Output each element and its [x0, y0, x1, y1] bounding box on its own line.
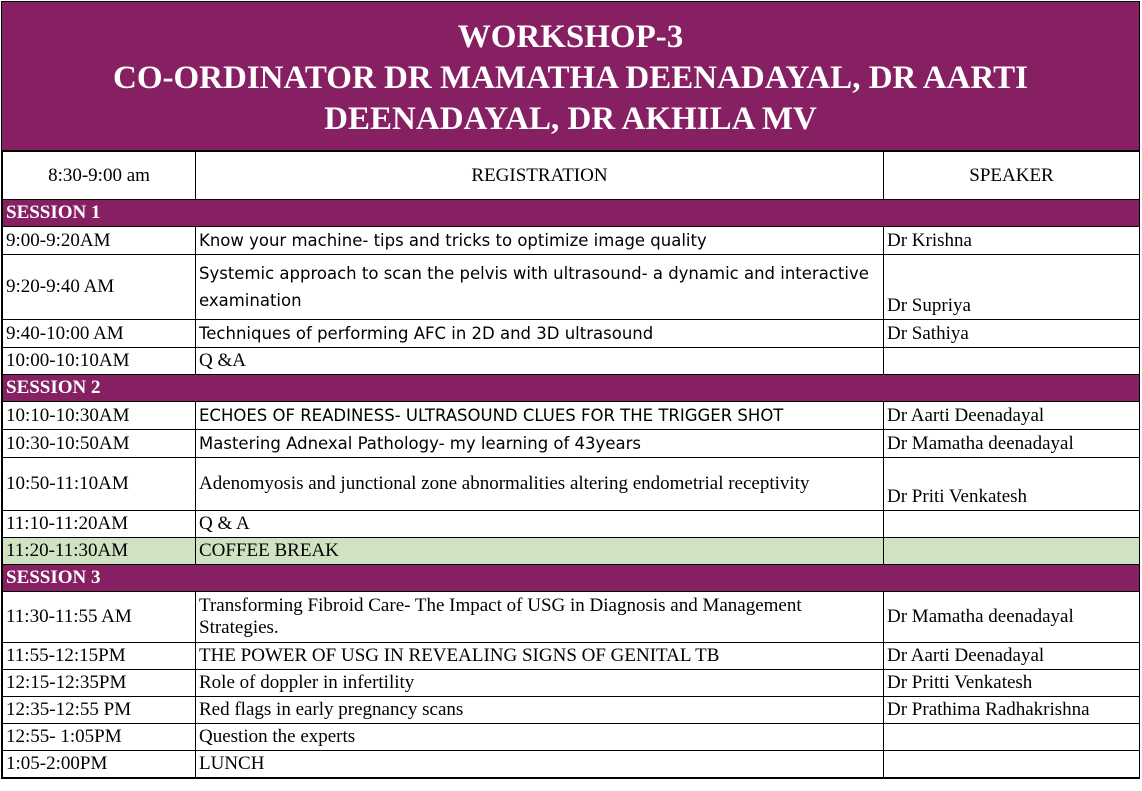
title-line-3: DEENADAYAL, DR AKHILA MV — [324, 100, 817, 137]
topic-cell: Role of doppler in infertility — [196, 670, 884, 697]
topic-cell: Know your machine- tips and tricks to optimize image quality — [196, 227, 884, 255]
topic-cell: Systemic approach to scan the pelvis with ultrasound- a dynamic and interactive examination — [196, 255, 884, 320]
speaker-cell — [884, 538, 1140, 565]
table-row — [3, 320, 1140, 348]
coffee-break-row — [3, 538, 1140, 565]
time-cell: 12:15-12:35PM — [3, 670, 196, 697]
speaker-cell: Dr Mamatha deenadayal — [884, 430, 1140, 458]
speaker-cell — [884, 751, 1140, 778]
time-cell: 9:20-9:40 AM — [3, 255, 196, 320]
header-time: 8:30-9:00 am — [3, 152, 196, 200]
session-row — [3, 200, 1140, 227]
table-row — [3, 430, 1140, 458]
speaker-cell: Dr Krishna — [884, 227, 1140, 255]
session-title: SESSION 1 — [3, 200, 1140, 227]
speaker-cell: Dr Sathiya — [884, 320, 1140, 348]
topic-cell: ECHOES OF READINESS- ULTRASOUND CLUES FOR THE TRIGGER SHOT — [196, 402, 884, 430]
topic-cell: Mastering Adnexal Pathology- my learning of 43years — [196, 430, 884, 458]
session-title: SESSION 2 — [3, 375, 1140, 402]
speaker-cell — [884, 511, 1140, 538]
table-row — [3, 697, 1140, 724]
time-cell: 12:55- 1:05PM — [3, 724, 196, 751]
table-row — [3, 227, 1140, 255]
session-row — [3, 375, 1140, 402]
topic-cell: Techniques of performing AFC in 2D and 3D ultrasound — [196, 320, 884, 348]
table-row — [3, 511, 1140, 538]
topic-cell: THE POWER OF USG IN REVEALING SIGNS OF GENITAL TB — [196, 643, 884, 670]
schedule-table — [2, 151, 1140, 778]
time-cell: 10:50-11:10AM — [3, 458, 196, 511]
speaker-cell: Dr Supriya — [884, 255, 1140, 320]
table-row — [3, 670, 1140, 697]
table-row — [3, 348, 1140, 375]
topic-cell: Question the experts — [196, 724, 884, 751]
time-cell: 9:00-9:20AM — [3, 227, 196, 255]
table-row — [3, 592, 1140, 643]
topic-cell: Q &A — [196, 348, 884, 375]
time-cell: 10:10-10:30AM — [3, 402, 196, 430]
session-row — [3, 565, 1140, 592]
topic-cell: Q & A — [196, 511, 884, 538]
table-row — [3, 643, 1140, 670]
topic-cell: COFFEE BREAK — [196, 538, 884, 565]
speaker-cell: Dr Priti Venkatesh — [884, 458, 1140, 511]
time-cell: 12:35-12:55 PM — [3, 697, 196, 724]
topic-cell: Transforming Fibroid Care- The Impact of USG in Diagnosis and Management Strategies. — [196, 592, 884, 643]
topic-cell: LUNCH — [196, 751, 884, 778]
time-cell: 10:00-10:10AM — [3, 348, 196, 375]
title-line-1: WORKSHOP-3 — [457, 18, 684, 55]
speaker-cell: Dr Aarti Deenadayal — [884, 643, 1140, 670]
topic-cell: Adenomyosis and junctional zone abnormalities altering endometrial receptivity — [196, 458, 884, 511]
time-cell: 11:30-11:55 AM — [3, 592, 196, 643]
time-cell: 11:20-11:30AM — [3, 538, 196, 565]
title-band — [2, 2, 1139, 151]
header-row — [3, 152, 1140, 200]
topic-cell: Red flags in early pregnancy scans — [196, 697, 884, 724]
title-line-2: CO-ORDINATOR DR MAMATHA DEENADAYAL, DR AARTI — [113, 59, 1028, 96]
time-cell: 1:05-2:00PM — [3, 751, 196, 778]
time-cell: 11:10-11:20AM — [3, 511, 196, 538]
table-row — [3, 751, 1140, 778]
speaker-cell: Dr Prathima Radhakrishna — [884, 697, 1140, 724]
speaker-cell: Dr Pritti Venkatesh — [884, 670, 1140, 697]
header-topic: REGISTRATION — [196, 152, 884, 200]
table-row — [3, 402, 1140, 430]
header-speaker: SPEAKER — [884, 152, 1140, 200]
speaker-cell — [884, 348, 1140, 375]
speaker-cell: Dr Mamatha deenadayal — [884, 592, 1140, 643]
table-row — [3, 724, 1140, 751]
table-row — [3, 458, 1140, 511]
workshop-schedule — [1, 1, 1140, 779]
time-cell: 9:40-10:00 AM — [3, 320, 196, 348]
time-cell: 10:30-10:50AM — [3, 430, 196, 458]
session-title: SESSION 3 — [3, 565, 1140, 592]
time-cell: 11:55-12:15PM — [3, 643, 196, 670]
speaker-cell — [884, 724, 1140, 751]
table-row — [3, 255, 1140, 320]
speaker-cell: Dr Aarti Deenadayal — [884, 402, 1140, 430]
